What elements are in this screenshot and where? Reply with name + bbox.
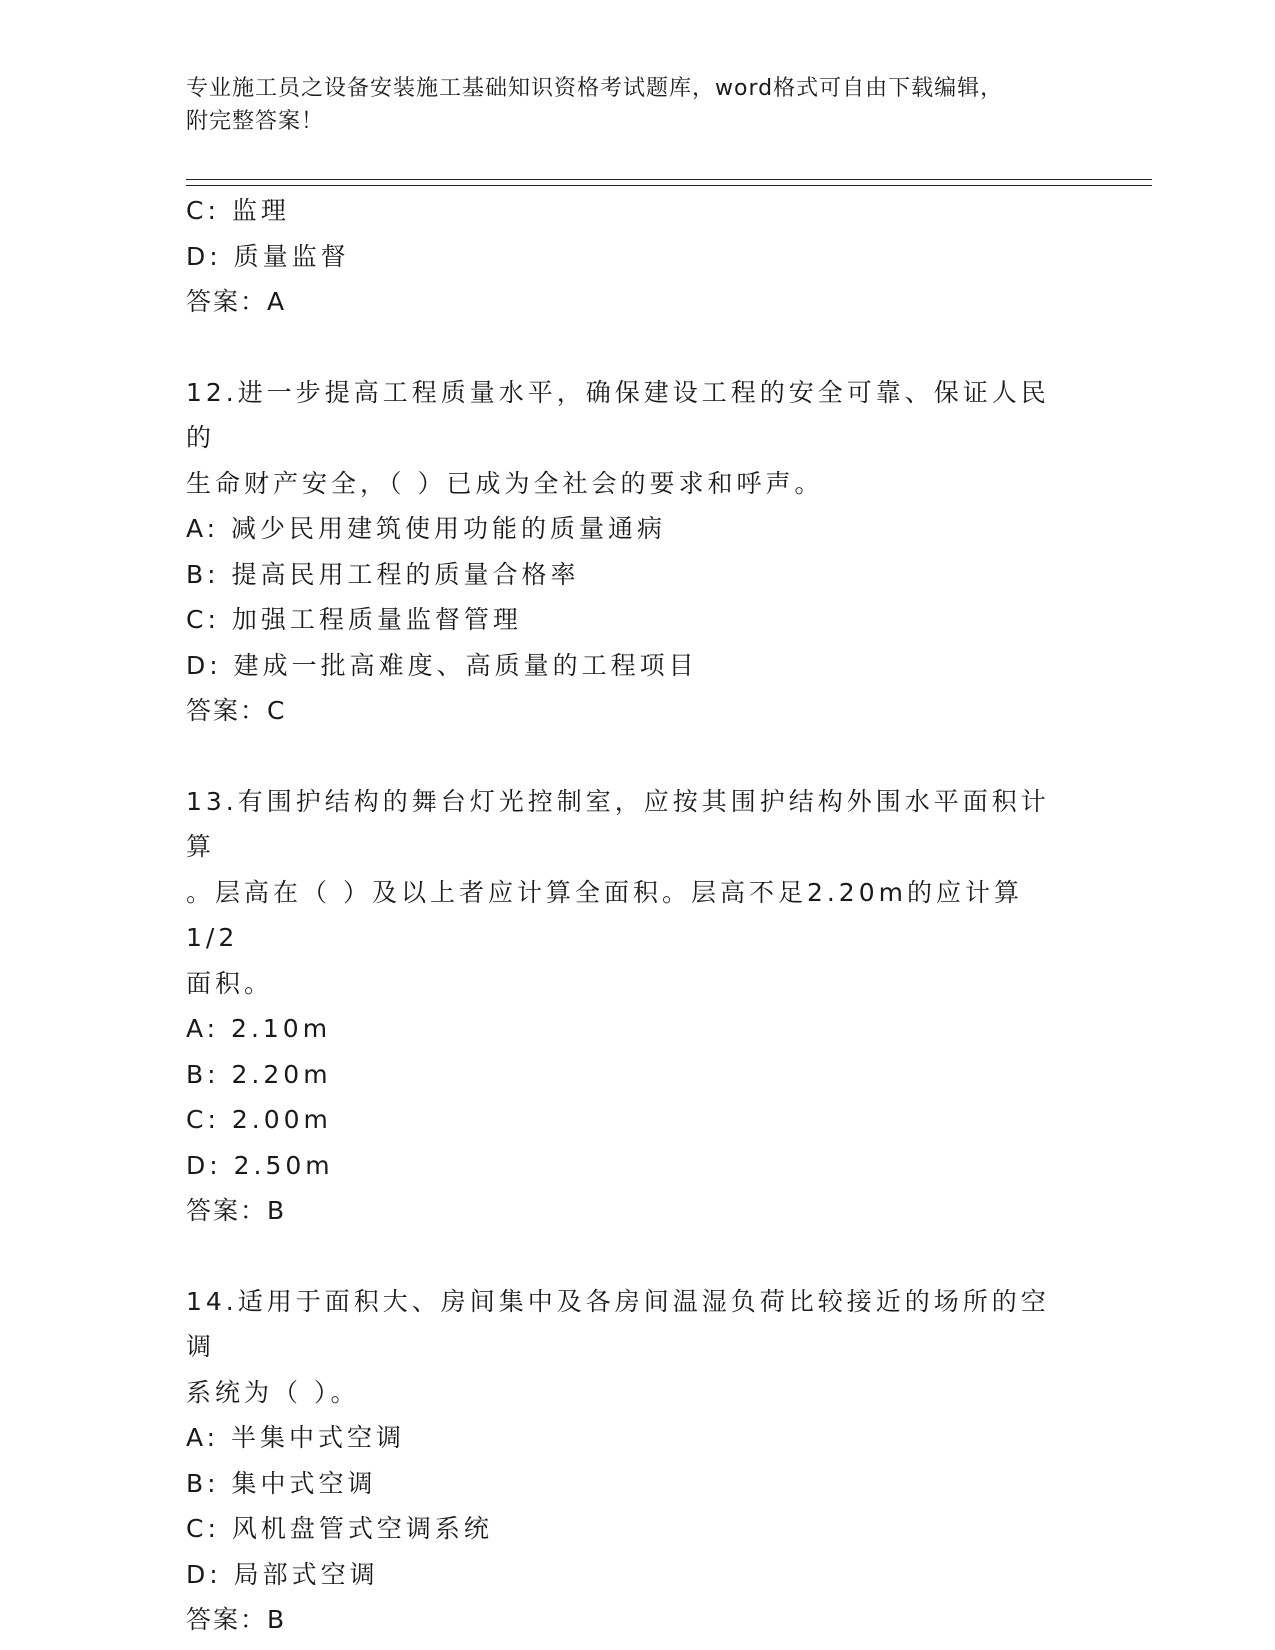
option-row	[186, 188, 1156, 234]
question-line: 生命财产安全，（ ）已成为全社会的要求和呼声。	[186, 468, 824, 498]
option-row	[186, 1006, 1156, 1052]
option-letter: C:	[186, 196, 220, 225]
option-row	[186, 1552, 1156, 1598]
question-text	[186, 370, 1066, 507]
document-page	[186, 0, 1156, 1650]
header-line-2: 附完整答案！	[186, 109, 325, 134]
answer-label: 答案：	[186, 696, 268, 725]
option-letter: A:	[186, 514, 220, 543]
option-row	[186, 1461, 1156, 1507]
option-text: 加强工程质量监督管理	[231, 605, 522, 634]
option-letter: C:	[186, 1105, 220, 1134]
question-text	[186, 1279, 1066, 1416]
previous-question-block	[186, 188, 1156, 325]
answer-value: B	[267, 1605, 287, 1634]
option-letter: A:	[186, 1423, 220, 1452]
option-letter: C:	[186, 605, 220, 634]
option-text: 局部式空调	[233, 1559, 379, 1589]
page-header	[186, 72, 1066, 138]
answer-label: 答案：	[186, 1196, 268, 1225]
question-14	[186, 1279, 1156, 1643]
option-text: 2.00m	[231, 1105, 332, 1134]
question-line: 。层高在（ ）及以上者应计算全面积。层高不足2.20m的应计算1/2	[186, 877, 1023, 952]
option-text: 2.10m	[231, 1014, 332, 1043]
option-letter: D:	[186, 241, 222, 271]
option-row	[186, 1415, 1156, 1461]
answer-row	[186, 1597, 1156, 1643]
option-letter: D:	[186, 1150, 222, 1180]
option-row	[186, 552, 1156, 598]
question-line: 13.有围护结构的舞台灯光控制室，应按其围护结构外围水平面积计算	[186, 786, 1050, 861]
question-line: 面积。	[186, 968, 274, 998]
answer-value: C	[267, 696, 287, 725]
option-text: 减少民用建筑使用功能的质量通病	[231, 514, 667, 543]
option-text: 建成一批高难度、高质量的工程项目	[233, 650, 698, 680]
option-letter: C:	[186, 1514, 220, 1543]
option-row	[186, 643, 1156, 689]
question-13	[186, 779, 1156, 1234]
option-row	[186, 1097, 1156, 1143]
question-12	[186, 370, 1156, 734]
question-text	[186, 779, 1066, 1007]
header-divider	[186, 179, 1152, 186]
question-line: 12.进一步提高工程质量水平，确保建设工程的安全可靠、保证人民的	[186, 377, 1050, 452]
option-letter: B:	[186, 1468, 220, 1498]
option-row	[186, 506, 1156, 552]
option-row	[186, 597, 1156, 643]
option-row	[186, 234, 1156, 280]
answer-row	[186, 279, 1156, 325]
question-content	[186, 188, 1156, 1643]
option-letter: A:	[186, 1014, 220, 1043]
option-letter: D:	[186, 650, 222, 680]
option-text: 提高民用工程的质量合格率	[231, 559, 580, 589]
header-line-1: 专业施工员之设备安装施工基础知识资格考试题库，word格式可自由下载编辑，	[186, 76, 1004, 101]
option-letter: D:	[186, 1559, 222, 1589]
option-letter: B:	[186, 1059, 220, 1089]
answer-value: A	[267, 287, 287, 316]
option-letter: B:	[186, 559, 220, 589]
answer-label: 答案：	[186, 287, 268, 316]
option-text: 风机盘管式空调系统	[231, 1514, 493, 1543]
question-line: 14.适用于面积大、房间集中及各房间温湿负荷比较接近的场所的空调	[186, 1286, 1050, 1361]
option-text: 集中式空调	[231, 1468, 377, 1498]
option-text: 2.20m	[231, 1059, 332, 1089]
question-line: 系统为（ ）。	[186, 1377, 360, 1407]
option-text: 质量监督	[233, 241, 350, 271]
answer-row	[186, 1188, 1156, 1234]
answer-row	[186, 688, 1156, 734]
option-text: 监理	[231, 196, 290, 225]
option-row	[186, 1052, 1156, 1098]
option-row	[186, 1143, 1156, 1189]
option-row	[186, 1506, 1156, 1552]
option-text: 半集中式空调	[231, 1423, 406, 1452]
answer-value: B	[267, 1196, 287, 1225]
option-text: 2.50m	[233, 1150, 334, 1180]
answer-label: 答案：	[186, 1605, 268, 1634]
